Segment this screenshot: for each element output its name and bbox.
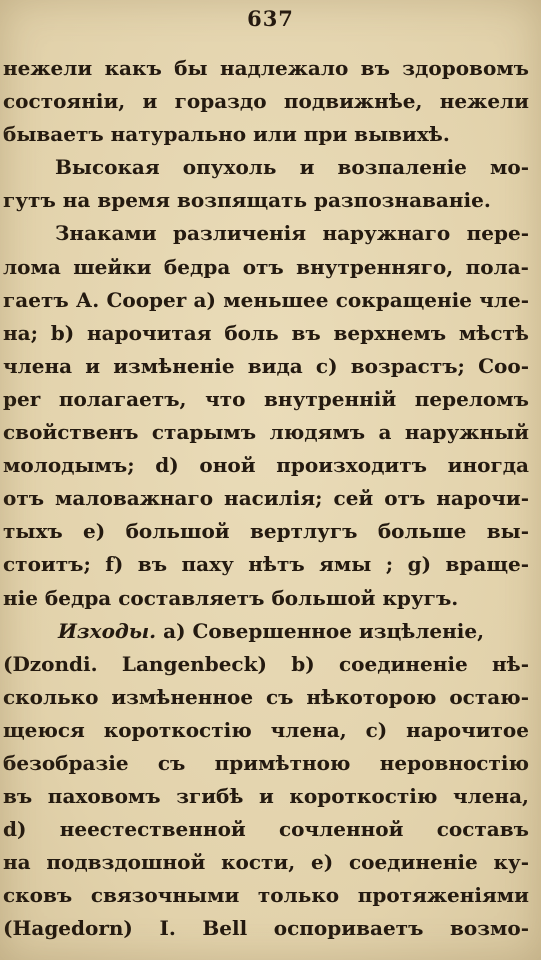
- text-line: свойственъ старымъ людямъ а наружный: [3, 420, 529, 445]
- text-line: (Dzondi. Langenbeck) b) соединеніе нѣ-: [3, 651, 529, 676]
- text-line: бываетъ натурально или при вывихѣ.: [3, 122, 450, 147]
- section-lead: Изходы.: [58, 618, 157, 643]
- text-line: Высокая опухоль и возпаленіе мо-: [55, 155, 529, 180]
- text-line: члена и измѣненіе вида с) возрастъ; Coo-: [3, 353, 529, 378]
- text-line: d) неестественной сочленной составъ: [3, 817, 529, 842]
- text-line: ніе бедра составляетъ большой кругъ.: [3, 585, 459, 610]
- text-line: отъ маловажнаго насилія; сей отъ нарочи-: [3, 486, 529, 511]
- body-text: [3, 52, 529, 946]
- text-line: въ паховомъ згибѣ и короткостію члена,: [3, 784, 529, 809]
- text-line: молодымъ; d) оной произходитъ иногда: [3, 453, 529, 478]
- text-line: per полагаетъ, что внутренній переломъ: [3, 386, 529, 411]
- text-line: на; b) нарочитая боль въ верхнемъ мѣстѣ: [3, 320, 529, 345]
- text-line: сколько измѣненное съ нѣкоторою остаю-: [3, 684, 529, 709]
- text-line: нежели какъ бы надлежало въ здоровомъ: [3, 56, 529, 80]
- page-number: 637: [247, 6, 294, 31]
- text-line: сковъ связочными только протяженіями: [3, 883, 529, 908]
- text-line: состояніи, и гораздо подвижнѣе, нежели: [3, 89, 529, 114]
- text-line: Знаками различенія наружнаго пере-: [55, 221, 529, 246]
- text-line: гутъ на время возпящать разпознаваніе.: [3, 188, 491, 213]
- text-line-content: а) Совершенное изцѣленіе,: [156, 618, 485, 643]
- text-line: (Hagedorn) I. Bell оспориваетъ возмо-: [3, 916, 529, 941]
- text-line: лома шейки бедра отъ внутренняго, пола-: [3, 254, 529, 279]
- text-line: гаетъ А. Cooper а) меньшее сокращеніе чле-: [3, 287, 529, 312]
- text-line: безобразіе съ примѣтною неровностію: [3, 750, 529, 775]
- text-line: [3, 615, 529, 648]
- text-line: на подвздошной кости, е) соединеніе ку-: [3, 850, 529, 875]
- text-line: щеюся короткостію члена, с) нарочитое: [3, 717, 529, 742]
- text-line: стоитъ; f) въ паху нѣтъ ямы ; g) враще-: [3, 552, 529, 577]
- text-line: тыхъ е) большой вертлугъ больше вы-: [3, 519, 529, 544]
